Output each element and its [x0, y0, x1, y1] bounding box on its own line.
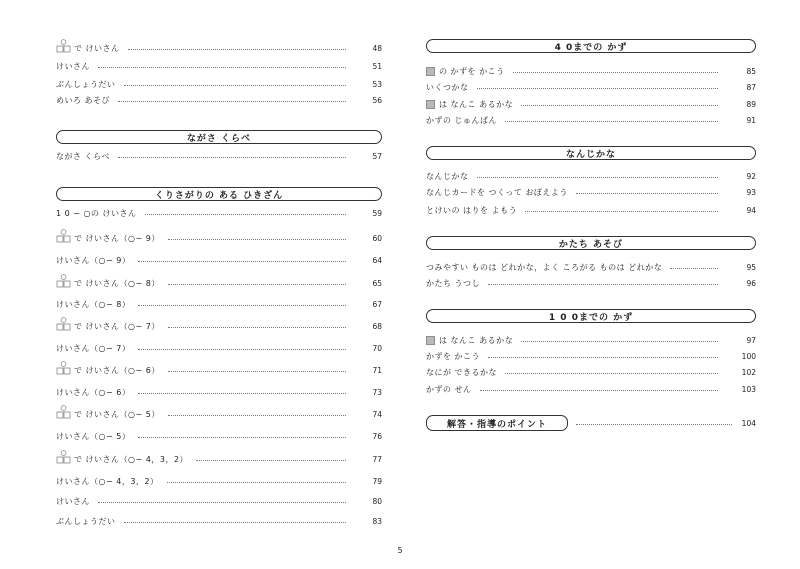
gray-square-icon — [426, 336, 435, 345]
dot-leader — [168, 415, 346, 416]
blocks-icon — [56, 317, 71, 331]
toc-entry[interactable] — [426, 81, 756, 93]
dot-leader — [576, 424, 732, 425]
toc-entry-page-number: 97 — [746, 335, 756, 345]
toc-entry-page-number: 59 — [372, 208, 382, 218]
dot-leader — [145, 214, 346, 215]
toc-entry-page-number: 100 — [741, 351, 756, 361]
dot-leader — [521, 105, 718, 106]
toc-entry[interactable] — [56, 453, 382, 465]
toc-entry[interactable] — [56, 408, 382, 420]
toc-entry-text: の かずを かこう — [439, 66, 505, 76]
toc-entry[interactable] — [56, 475, 382, 487]
dot-leader — [124, 85, 347, 86]
toc-entry-label-wrap — [56, 452, 188, 466]
toc-entry[interactable] — [56, 277, 382, 289]
toc-entry-page-number: 79 — [372, 476, 382, 486]
toc-entry-label-wrap — [56, 151, 110, 162]
dot-leader — [138, 349, 346, 350]
toc-entry-text: なんじかな — [426, 171, 469, 181]
dot-leader — [128, 49, 346, 50]
section-header: かたち あそび — [426, 236, 756, 250]
toc-entry-page-number: 53 — [372, 79, 382, 89]
toc-entry-page-number: 89 — [746, 99, 756, 109]
toc-entry[interactable] — [56, 207, 382, 219]
gray-square-icon — [426, 67, 435, 76]
toc-entry[interactable] — [426, 366, 756, 378]
toc-entry[interactable] — [426, 277, 756, 289]
dot-leader — [138, 261, 346, 262]
dot-leader — [513, 72, 718, 73]
toc-entry-label-wrap — [426, 335, 513, 346]
toc-entry-text: かずを かこう — [426, 351, 481, 361]
dot-leader — [488, 284, 718, 285]
dot-leader — [488, 357, 718, 358]
blocks-icon — [56, 450, 71, 464]
toc-entry-text: けいさん — [56, 496, 90, 506]
toc-entry[interactable] — [56, 150, 382, 162]
toc-entry-text: で けいさん（○− 7） — [74, 321, 160, 331]
toc-entry-label-wrap — [426, 66, 505, 77]
dot-leader — [138, 437, 346, 438]
toc-entry-text: かずの じゅんばん — [426, 115, 498, 125]
toc-entry-text: けいさん（○− 6） — [56, 387, 131, 397]
toc-entry-text: けいさん（○− 7） — [56, 343, 131, 353]
toc-entry[interactable] — [426, 383, 756, 395]
toc-entry-label-wrap — [56, 476, 159, 487]
dot-leader — [138, 305, 346, 306]
toc-entry-text: けいさん（○− 5） — [56, 431, 131, 441]
toc-entry-page-number: 65 — [372, 278, 382, 288]
dot-leader — [480, 390, 718, 391]
toc-entry-label-wrap — [56, 255, 130, 266]
toc-entry[interactable] — [426, 261, 756, 273]
toc-entry[interactable] — [56, 386, 382, 398]
section-header: なんじかな — [426, 146, 756, 160]
toc-entry[interactable] — [56, 495, 382, 507]
toc-entry-text: で けいさん — [74, 43, 120, 53]
toc-entry-label-wrap — [426, 367, 497, 378]
section-header: 1 0 0までの かず — [426, 309, 756, 323]
toc-entry-page-number: 73 — [372, 387, 382, 397]
gray-square-icon — [426, 100, 435, 109]
toc-entry[interactable] — [56, 78, 382, 90]
toc-entry-label-wrap — [56, 79, 116, 90]
toc-entry[interactable] — [56, 254, 382, 266]
toc-entry[interactable] — [426, 170, 756, 182]
toc-entry-text: なにが できるかな — [426, 367, 498, 377]
answers-title: 解答・指導のポイント — [426, 415, 568, 431]
toc-entry[interactable] — [426, 65, 756, 77]
toc-entry-page-number: 103 — [741, 384, 756, 394]
dot-leader — [477, 88, 719, 89]
blocks-icon — [56, 229, 71, 243]
toc-entry-page-number: 68 — [372, 321, 382, 331]
toc-entry-text: で けいさん（○− 8） — [74, 278, 160, 288]
toc-entry-label-wrap — [426, 384, 472, 395]
toc-entry-page-number: 83 — [372, 516, 382, 526]
page-number: 5 — [397, 546, 403, 555]
toc-entry-text: かずの せん — [426, 384, 472, 394]
dot-leader — [521, 341, 718, 342]
toc-entry-page-number: 77 — [372, 454, 382, 464]
dot-leader — [124, 522, 347, 523]
toc-entry-text: かたち うつし — [426, 278, 481, 288]
toc-entry-text: なんじカードを つくって おぼえよう — [426, 187, 568, 197]
toc-entry-text: けいさん（○− 8） — [56, 299, 131, 309]
blocks-icon — [56, 39, 71, 53]
toc-entry-page-number: 48 — [372, 43, 382, 53]
toc-entry-label-wrap — [426, 115, 497, 126]
toc-entry[interactable] — [56, 232, 382, 244]
toc-entry-label-wrap — [426, 82, 469, 93]
toc-entry-page-number: 74 — [372, 409, 382, 419]
toc-entry-text: つみやすい ものは どれかな，よく ころがる ものは どれかな — [426, 262, 663, 272]
toc-entry-label-wrap — [56, 231, 160, 245]
toc-entry[interactable] — [56, 94, 382, 106]
dot-leader — [505, 373, 718, 374]
dot-leader — [196, 460, 346, 461]
toc-entry-text: けいさん — [56, 61, 90, 71]
toc-entry[interactable] — [426, 334, 756, 346]
dot-leader — [118, 157, 346, 158]
toc-entry-label-wrap — [426, 205, 517, 216]
dot-leader — [168, 239, 346, 240]
dot-leader — [670, 268, 718, 269]
toc-entry-page-number: 51 — [372, 61, 382, 71]
toc-entry-page-number: 60 — [372, 233, 382, 243]
toc-entry-text: とけいの はりを よもう — [426, 205, 518, 215]
toc-entry[interactable] — [56, 515, 382, 527]
dot-leader — [505, 121, 718, 122]
toc-entry-label-wrap — [56, 319, 160, 333]
toc-entry-label-wrap — [56, 95, 110, 106]
toc-entry-text: ながさ くらべ — [56, 151, 111, 161]
toc-entry-page-number: 56 — [372, 95, 382, 105]
toc-entry-page-number: 70 — [372, 343, 382, 353]
toc-entry-text: で けいさん（○− 9） — [74, 233, 160, 243]
toc-entry-text: は なんこ あるかな — [439, 335, 514, 345]
toc-entry-label-wrap — [56, 431, 130, 442]
toc-entry-text: けいさん（○− 4，3，2） — [56, 476, 159, 486]
toc-entry-label-wrap — [426, 262, 662, 273]
section-header: くりさがりの ある ひきざん — [56, 187, 382, 201]
dot-leader — [167, 482, 347, 483]
toc-entry-label-wrap — [56, 208, 137, 219]
toc-entry-label-wrap — [426, 278, 480, 289]
toc-entry-text: で けいさん（○− 4，3，2） — [74, 454, 189, 464]
answers-page-number: 104 — [741, 418, 756, 428]
toc-entry-label-wrap — [56, 387, 130, 398]
dot-leader — [98, 67, 346, 68]
toc-entry-page-number: 87 — [746, 82, 756, 92]
toc-entry-label-wrap — [56, 276, 160, 290]
toc-entry-text: けいさん（○− 9） — [56, 255, 131, 265]
toc-entry-page-number: 96 — [746, 278, 756, 288]
toc-entry[interactable] — [56, 298, 382, 310]
toc-entry-label-wrap — [56, 299, 130, 310]
toc-entry-label-wrap — [426, 351, 480, 362]
toc-entry[interactable] — [56, 60, 382, 72]
toc-entry-page-number: 85 — [746, 66, 756, 76]
toc-entry-page-number: 67 — [372, 299, 382, 309]
dot-leader — [477, 177, 719, 178]
toc-entry-label-wrap — [426, 99, 513, 110]
toc-entry-text: めいろ あそび — [56, 95, 111, 105]
blocks-icon — [56, 405, 71, 419]
toc-entry-text: で けいさん（○− 6） — [74, 365, 160, 375]
dot-leader — [118, 101, 346, 102]
dot-leader — [168, 371, 346, 372]
dot-leader — [168, 284, 346, 285]
toc-entry[interactable] — [426, 98, 756, 110]
toc-entry-text: 1 0 − ○の けいさん — [56, 208, 137, 218]
dot-leader — [138, 393, 346, 394]
answers-entry[interactable] — [426, 415, 756, 431]
toc-entry[interactable] — [56, 320, 382, 332]
toc-entry-page-number: 91 — [746, 115, 756, 125]
section-header: 4 0までの かず — [426, 39, 756, 53]
blocks-icon — [56, 361, 71, 375]
toc-entry-label-wrap — [56, 363, 160, 377]
toc-entry[interactable] — [56, 364, 382, 376]
dot-leader — [576, 193, 718, 194]
toc-entry-label-wrap — [56, 343, 130, 354]
toc-entry-page-number: 76 — [372, 431, 382, 441]
toc-entry-text: は なんこ あるかな — [439, 99, 514, 109]
toc-entry-label-wrap — [56, 496, 90, 507]
section-header: ながさ くらべ — [56, 130, 382, 144]
toc-entry-text: ぶんしょうだい — [56, 516, 116, 526]
toc-entry-label-wrap — [56, 41, 120, 55]
toc-entry-text: いくつかな — [426, 82, 469, 92]
dot-leader — [98, 502, 346, 503]
blocks-icon — [56, 274, 71, 288]
toc-entry-page-number: 95 — [746, 262, 756, 272]
toc-entry-label-wrap — [56, 61, 90, 72]
toc-entry-page-number: 93 — [746, 187, 756, 197]
dot-leader — [525, 211, 718, 212]
toc-entry-text: で けいさん（○− 5） — [74, 409, 160, 419]
toc-entry-page-number: 80 — [372, 496, 382, 506]
toc-entry[interactable] — [56, 42, 382, 54]
toc-entry-page-number: 102 — [741, 367, 756, 377]
toc-entry-label-wrap — [426, 171, 469, 182]
toc-entry[interactable] — [56, 430, 382, 442]
toc-entry-label-wrap — [56, 407, 160, 421]
toc-entry-label-wrap — [426, 187, 568, 198]
toc-entry[interactable] — [56, 342, 382, 354]
toc-entry-label-wrap — [56, 516, 116, 527]
toc-entry[interactable] — [426, 350, 756, 362]
toc-entry-page-number: 71 — [372, 365, 382, 375]
toc-entry-page-number: 57 — [372, 151, 382, 161]
toc-entry[interactable] — [426, 186, 756, 198]
dot-leader — [168, 327, 346, 328]
toc-entry-page-number: 92 — [746, 171, 756, 181]
toc-entry-page-number: 64 — [372, 255, 382, 265]
toc-entry[interactable] — [426, 204, 756, 216]
toc-entry-page-number: 94 — [746, 205, 756, 215]
toc-entry[interactable] — [426, 114, 756, 126]
toc-entry-text: ぶんしょうだい — [56, 79, 116, 89]
